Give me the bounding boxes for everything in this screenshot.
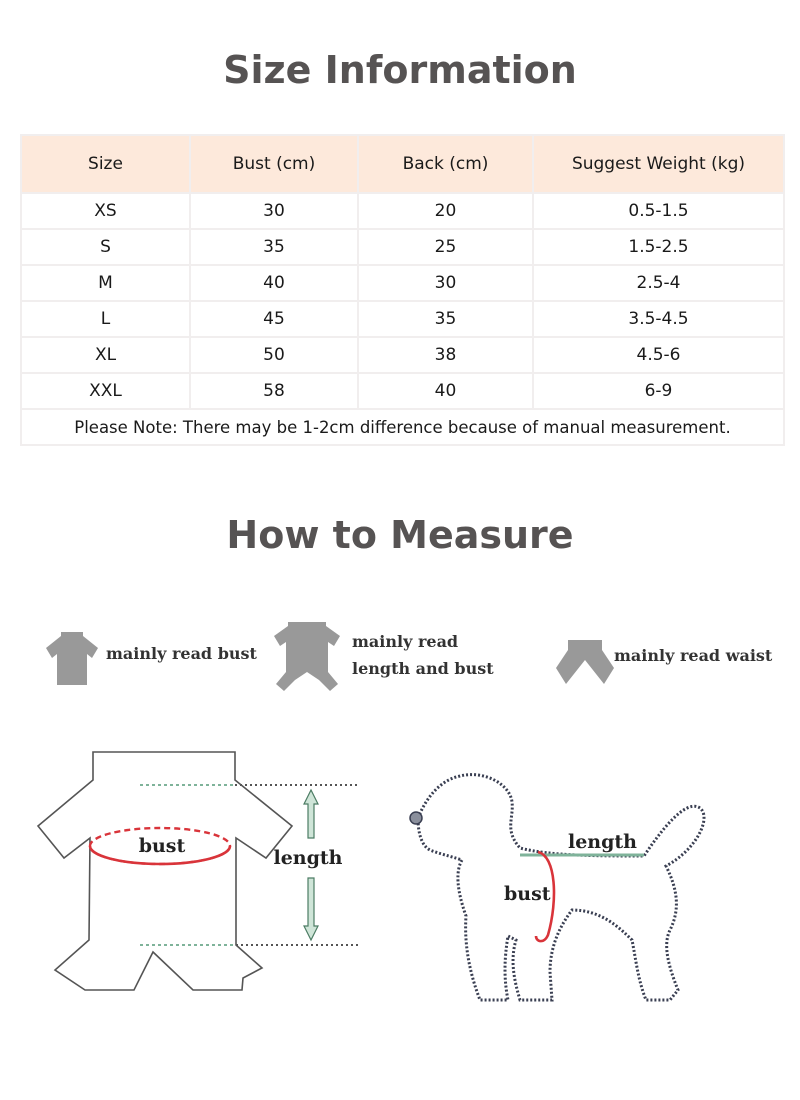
table-row — [21, 301, 784, 337]
cell-bust: 45 — [190, 301, 358, 337]
table-row — [21, 373, 784, 409]
column-header-size: Size — [21, 135, 190, 193]
cell-back: 38 — [358, 337, 533, 373]
how-to-measure-title: How to Measure — [226, 513, 574, 557]
cell-size: M — [21, 265, 190, 301]
measurement-note: Please Note: There may be 1-2cm difference because of manual measurement. — [21, 409, 784, 445]
cell-back: 40 — [358, 373, 533, 409]
legend-text-waist: mainly read waist — [614, 646, 773, 665]
shirt-icon — [44, 630, 100, 686]
legend-text-length-bust-line2: length and bust — [352, 659, 494, 678]
garment-bust-label: bust — [138, 835, 186, 857]
cell-size: XL — [21, 337, 190, 373]
table-row — [21, 265, 784, 301]
cell-weight: 6-9 — [533, 373, 784, 409]
cell-bust: 40 — [190, 265, 358, 301]
garment-outline — [38, 752, 292, 990]
cell-back: 30 — [358, 265, 533, 301]
column-header-bust: Bust (cm) — [190, 135, 358, 193]
cell-bust: 30 — [190, 193, 358, 229]
cell-back: 20 — [358, 193, 533, 229]
size-table — [20, 134, 785, 446]
cell-back: 25 — [358, 229, 533, 265]
cell-bust: 35 — [190, 229, 358, 265]
jumpsuit-icon — [272, 620, 342, 692]
garment-measure-diagram — [30, 740, 370, 1010]
dog-outline — [418, 775, 704, 1000]
cell-bust: 58 — [190, 373, 358, 409]
size-information-title: Size Information — [223, 48, 577, 92]
cell-size: S — [21, 229, 190, 265]
table-header-row — [21, 135, 784, 193]
cell-weight: 3.5-4.5 — [533, 301, 784, 337]
cell-weight: 1.5-2.5 — [533, 229, 784, 265]
cell-weight: 2.5-4 — [533, 265, 784, 301]
note-row — [21, 409, 784, 445]
table-row — [21, 193, 784, 229]
cell-size: L — [21, 301, 190, 337]
column-header-weight: Suggest Weight (kg) — [533, 135, 784, 193]
table-row — [21, 337, 784, 373]
dog-measure-diagram — [400, 760, 720, 1015]
table-row — [21, 229, 784, 265]
cell-weight: 4.5-6 — [533, 337, 784, 373]
legend-text-bust: mainly read bust — [106, 644, 257, 663]
cell-size: XXL — [21, 373, 190, 409]
dog-length-label: length — [568, 831, 637, 853]
legend-text-length-bust-line1: mainly read — [352, 632, 459, 651]
column-header-back: Back (cm) — [358, 135, 533, 193]
cell-size: XS — [21, 193, 190, 229]
dog-bust-label: bust — [504, 883, 551, 905]
pants-icon — [554, 638, 616, 686]
cell-weight: 0.5-1.5 — [533, 193, 784, 229]
cell-back: 35 — [358, 301, 533, 337]
garment-length-label: length — [273, 847, 343, 869]
cell-bust: 50 — [190, 337, 358, 373]
